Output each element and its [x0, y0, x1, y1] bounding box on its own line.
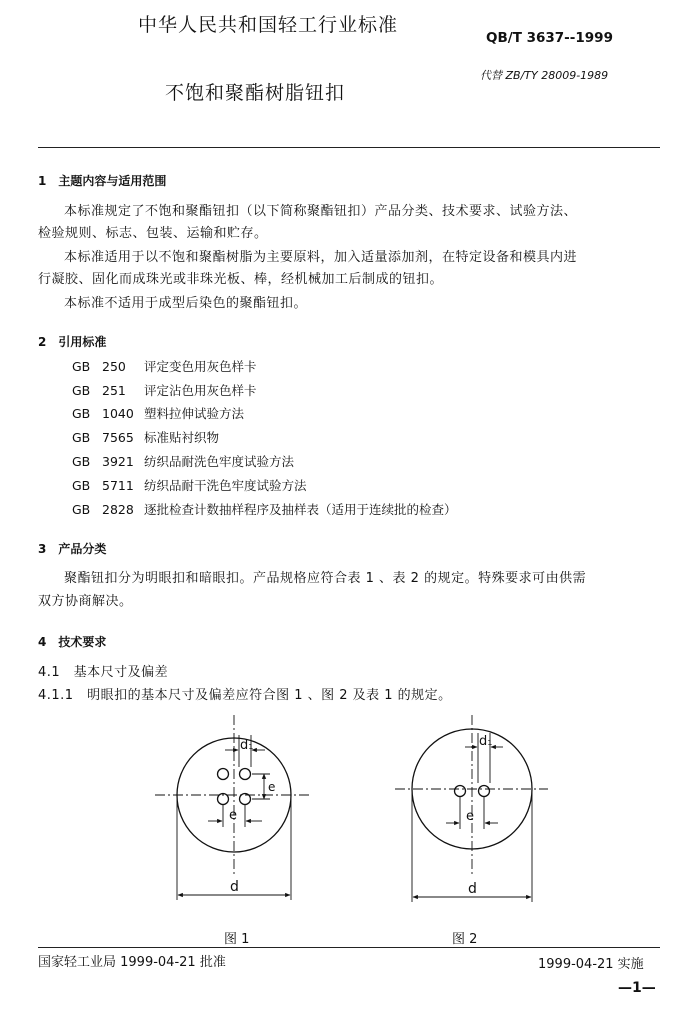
- figure-1-label-e-vertical: e: [268, 780, 276, 794]
- reference-title: 标准贴衬织物: [144, 430, 220, 445]
- section-1-paragraph-1-line-2: 检验规则、标志、包装、运输和贮存。: [38, 226, 268, 241]
- reference-code: GB: [72, 359, 91, 374]
- standard-number: QB/T 3637--1999: [486, 30, 613, 46]
- reference-item: [72, 452, 294, 470]
- section-1-paragraph-2-line-2: 行凝胶、固化而成珠光或非珠光板、棒，经机械加工后制成的钮扣。: [38, 272, 444, 287]
- document-title: 不饱和聚酯树脂钮扣: [165, 82, 346, 104]
- approval-note: 国家轻工业局 1999-04-21 批准: [38, 955, 226, 970]
- reference-title: 评定沾色用灰色样卡: [144, 383, 257, 398]
- section-1-paragraph-1-line-1: 本标准规定了不饱和聚酯钮扣（以下简称聚酯钮扣）产品分类、技术要求、试验方法、: [64, 204, 578, 219]
- figure-1-hole: [218, 769, 229, 780]
- reference-number: 2828: [102, 502, 134, 517]
- reference-code: GB: [72, 383, 91, 398]
- reference-code: GB: [72, 454, 91, 469]
- section-3-paragraph-line-2: 双方协商解决。: [38, 594, 133, 609]
- reference-code: GB: [72, 502, 91, 517]
- figure-1-label-d: d: [230, 879, 239, 895]
- effective-date: 1999-04-21 实施: [538, 957, 644, 972]
- reference-number: 7565: [102, 430, 134, 445]
- figure-1-hole: [240, 769, 251, 780]
- reference-title: 纺织品耐洗色牢度试验方法: [144, 454, 295, 469]
- section-4-heading: 4 技术要求: [38, 635, 107, 649]
- section-4-1-1-text: 4.1.1 明眼扣的基本尺寸及偏差应符合图 1 、图 2 及表 1 的规定。: [38, 688, 452, 703]
- figure-2-hole: [455, 786, 466, 797]
- section-2-heading: 2 引用标准: [38, 335, 107, 349]
- reference-number: 3921: [102, 454, 134, 469]
- reference-title: 逐批检查计数抽样程序及抽样表（适用于连续批的检查）: [144, 502, 457, 517]
- figure-2-hole: [479, 786, 490, 797]
- section-1-paragraph-2-line-1: 本标准适用于以不饱和聚酯树脂为主要原料，加入适量添加剂，在特定设备和模具内进: [64, 250, 578, 265]
- reference-title: 评定变色用灰色样卡: [144, 359, 257, 374]
- reference-item: [72, 404, 244, 422]
- figure-2-label-d: d: [468, 881, 477, 897]
- figure-2-label-e: e: [466, 809, 474, 824]
- reference-code: GB: [72, 430, 91, 445]
- page-number: —1—: [618, 980, 656, 996]
- reference-item: [72, 476, 307, 494]
- reference-item: [72, 500, 457, 518]
- issuing-standard-title: 中华人民共和国轻工行业标准: [138, 14, 399, 36]
- figure-1-label-d1: d₁: [240, 738, 254, 753]
- button-figures: [0, 705, 689, 950]
- reference-code: GB: [72, 406, 91, 421]
- reference-number: 250: [102, 359, 126, 374]
- reference-item: [72, 357, 257, 375]
- reference-number: 1040: [102, 406, 134, 421]
- figure-1-label-e: e: [229, 808, 237, 823]
- replaces-note: 代替 ZB/TY 28009-1989: [480, 69, 609, 82]
- figure-2-caption: 图 2: [452, 932, 478, 947]
- reference-item: [72, 428, 219, 446]
- section-1-heading: 1 主题内容与适用范围: [38, 174, 167, 188]
- header-rule: [38, 147, 660, 148]
- reference-code: GB: [72, 478, 91, 493]
- section-4-1-heading: 4.1 基本尺寸及偏差: [38, 665, 169, 680]
- reference-number: 5711: [102, 478, 134, 493]
- reference-item: [72, 381, 257, 399]
- reference-title: 塑料拉伸试验方法: [144, 406, 245, 421]
- section-3-paragraph-line-1: 聚酯钮扣分为明眼扣和暗眼扣。产品规格应符合表 1 、表 2 的规定。特殊要求可由供需: [64, 571, 587, 586]
- section-1-paragraph-3: 本标准不适用于成型后染色的聚酯钮扣。: [64, 296, 308, 311]
- reference-title: 纺织品耐干洗色牢度试验方法: [144, 478, 307, 493]
- section-3-heading: 3 产品分类: [38, 542, 107, 556]
- figure-2-label-d1: d₁: [479, 734, 493, 749]
- figure-1-caption: 图 1: [224, 932, 250, 947]
- reference-number: 251: [102, 383, 126, 398]
- footer-rule: [38, 947, 660, 948]
